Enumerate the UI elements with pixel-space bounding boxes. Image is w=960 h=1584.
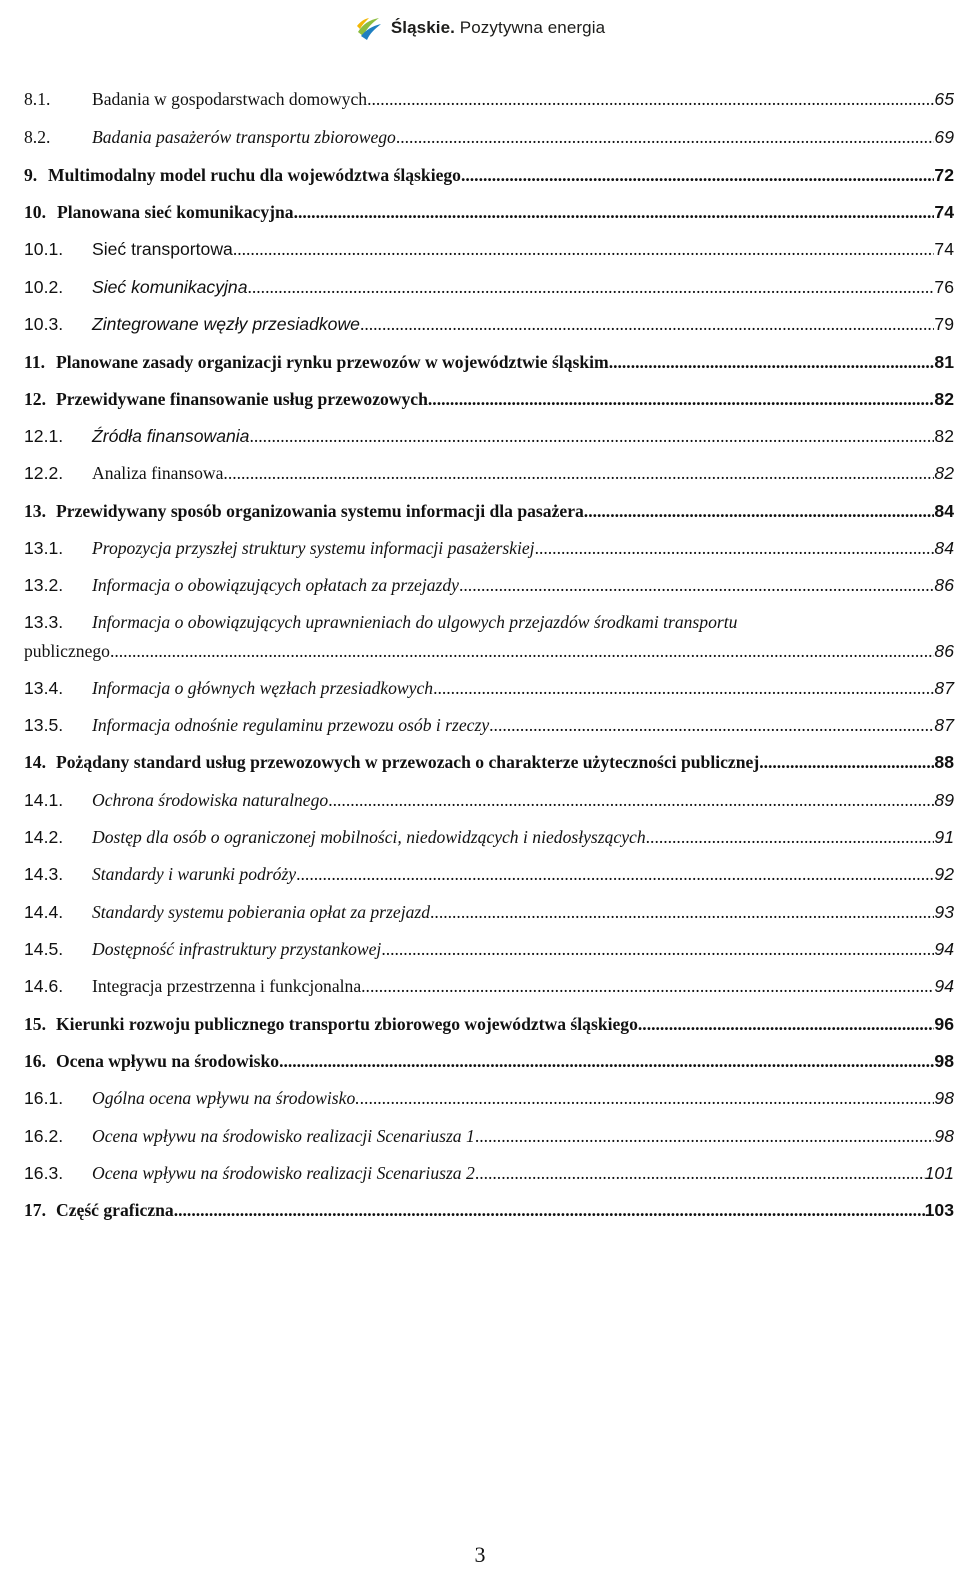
toc-number: 10.2.	[24, 277, 64, 297]
toc-title: Informacja o obowiązujących opłatach za przejazdy	[92, 575, 459, 595]
toc-entry[interactable]	[24, 1072, 954, 1109]
toc-leader	[360, 313, 934, 335]
toc-leader	[475, 1125, 935, 1147]
logo-text	[391, 18, 605, 38]
toc-page: 87	[934, 678, 954, 698]
toc-leader	[381, 938, 934, 960]
toc-page: 98	[934, 1126, 954, 1146]
toc-title: Dostęp dla osób o ograniczonej mobilności, niedowidzących i niedosłyszących	[92, 827, 646, 847]
toc-leader	[360, 1087, 935, 1109]
toc-number: 14.5.	[24, 939, 64, 959]
slaskie-logo-icon	[355, 14, 383, 42]
toc-page: 81	[934, 352, 954, 372]
toc-leader	[584, 500, 935, 522]
toc-leader	[174, 1199, 925, 1221]
toc-leader	[296, 863, 934, 885]
toc-title: Źródła finansowania	[92, 426, 250, 446]
toc-title: Integracja przestrzenna i funkcjonalna	[92, 976, 362, 996]
toc-page: 89	[934, 790, 954, 810]
toc-page: 88	[934, 752, 954, 772]
toc-page: 82	[934, 426, 954, 446]
toc-title: Analiza finansowa	[92, 463, 224, 483]
toc-leader	[223, 462, 934, 484]
toc-leader	[361, 975, 934, 997]
toc-entry[interactable]	[24, 74, 954, 110]
toc-page: 82	[934, 389, 954, 409]
toc-title: Ocena wpływu na środowisko realizacji Scenariusza 2	[92, 1163, 475, 1183]
toc-number: 14.1.	[24, 790, 64, 810]
toc-entry[interactable]	[24, 373, 954, 410]
toc-title: Badania pasażerów transportu zbiorowego	[92, 127, 396, 147]
toc-leader	[249, 425, 934, 447]
toc-number: 13.2.	[24, 575, 64, 595]
toc-page: 65	[934, 89, 954, 109]
toc-entry[interactable]	[24, 662, 954, 699]
toc-entry[interactable]	[24, 736, 954, 773]
toc-page: 101	[924, 1163, 954, 1183]
toc-number: 14.6.	[24, 976, 64, 996]
toc-entry[interactable]	[24, 148, 954, 186]
toc-title: Standardy systemu pobierania opłat za przejazd	[92, 902, 431, 922]
toc-page: 86	[934, 575, 954, 595]
toc-title: Ocena wpływu na środowisko realizacji Scenariusza 1	[92, 1126, 475, 1146]
toc-page: 94	[934, 976, 954, 996]
toc-title: Standardy i warunki podróży	[92, 864, 297, 884]
toc-title: Informacja odnośnie regulaminu przewozu osób i rzeczy	[92, 715, 490, 735]
toc-page: 74	[934, 239, 954, 259]
toc-entry[interactable]	[24, 1147, 954, 1184]
toc-page: 87	[934, 715, 954, 735]
toc-number: 13.1.	[24, 538, 64, 558]
toc-entry[interactable]	[24, 1184, 954, 1221]
toc-entry[interactable]	[24, 773, 954, 811]
toc-title: Kierunki rozwoju publicznego transportu zbiorowego województwa śląskiego	[56, 1014, 638, 1034]
toc-page: 79	[934, 314, 954, 334]
toc-entry[interactable]	[24, 447, 954, 484]
toc-number: 11.	[24, 352, 46, 372]
logo-bold-text: Śląskie.	[390, 18, 455, 37]
toc-entry[interactable]	[24, 335, 954, 373]
page-number: 3	[474, 1542, 486, 1567]
toc-title: Informacja o głównych węzłach przesiadkowych	[92, 678, 434, 698]
toc-page: 98	[934, 1088, 954, 1108]
toc-number: 10.	[24, 202, 46, 222]
toc-page: 76	[934, 277, 954, 297]
toc-entry[interactable]	[24, 223, 954, 260]
toc-entry[interactable]	[24, 1109, 954, 1147]
toc-page: 86	[934, 641, 954, 661]
toc-page: 94	[934, 939, 954, 959]
toc-title: Pożądany standard usług przewozowych w przewozach o charakterze użyteczności publicznej	[56, 752, 760, 772]
toc-leader	[759, 751, 934, 773]
toc-page: 91	[934, 827, 954, 847]
toc-leader	[428, 388, 935, 410]
toc-leader	[294, 201, 935, 223]
toc-entry[interactable]	[24, 997, 954, 1035]
toc-entry[interactable]	[24, 811, 954, 848]
toc-entry[interactable]	[24, 885, 954, 923]
toc-number: 13.3.	[24, 612, 64, 632]
slaskie-logo	[355, 14, 605, 42]
toc-leader	[247, 276, 934, 298]
toc-entry[interactable]	[24, 848, 954, 885]
toc-number: 8.2.	[24, 127, 51, 147]
toc-entry[interactable]	[24, 522, 954, 559]
toc-title: Informacja o obowiązujących uprawnieniach do ulgowych przejazdów środkami transportu	[92, 612, 738, 632]
toc-number: 8.1.	[24, 89, 51, 109]
toc-number: 10.1.	[24, 239, 64, 259]
toc-title: Propozycja przyszłej struktury systemu informacji pasażerskiej	[92, 538, 535, 558]
toc-number: 10.3.	[24, 314, 64, 334]
toc-entry[interactable]	[24, 298, 954, 335]
toc-leader	[430, 901, 934, 923]
toc-title: Dostępność infrastruktury przystankowej	[92, 939, 382, 959]
toc-title: Sieć komunikacyjna	[92, 277, 248, 297]
toc-page: 72	[934, 165, 954, 185]
toc-leader	[609, 351, 935, 373]
toc-entry[interactable]	[24, 410, 954, 447]
toc-leader	[396, 126, 935, 148]
toc-title: Multimodalny model ruchu dla województwa śląskiego	[48, 165, 461, 185]
toc-number: 9.	[24, 165, 38, 185]
toc-page: 74	[934, 202, 954, 222]
toc-title: Badania w gospodarstwach domowych	[92, 89, 368, 109]
toc-number: 14.3.	[24, 864, 64, 884]
toc-title: Ogólna ocena wpływu na środowisko.	[92, 1088, 360, 1108]
toc-title: Sieć transportowa	[92, 239, 233, 259]
page-header	[0, 10, 960, 46]
toc-entry[interactable]	[24, 923, 954, 960]
toc-leader	[328, 789, 934, 811]
toc-entry[interactable]	[24, 186, 954, 223]
toc-number: 12.2.	[24, 463, 64, 483]
toc-leader	[638, 1013, 935, 1035]
toc-number: 16.2.	[24, 1126, 64, 1146]
toc-title: Planowana sieć komunikacyjna	[57, 202, 294, 222]
toc-title: Część graficzna	[56, 1200, 174, 1220]
toc-leader	[279, 1050, 934, 1072]
toc-page: 103	[924, 1200, 954, 1220]
toc-entry[interactable]	[24, 1035, 954, 1072]
toc-page: 92	[934, 864, 954, 884]
toc-number: 16.1.	[24, 1088, 64, 1108]
toc-number: 14.2.	[24, 827, 64, 847]
toc-page: 96	[934, 1014, 954, 1034]
toc-entry[interactable]	[24, 699, 954, 736]
toc-number: 14.	[24, 752, 46, 772]
toc-number: 13.4.	[24, 678, 64, 698]
toc-leader	[459, 574, 934, 596]
toc-title: Zintegrowane węzły przesiadkowe	[92, 314, 360, 334]
toc-title: Ocena wpływu na środowisko	[56, 1051, 280, 1071]
toc-page: 93	[934, 902, 954, 922]
toc-leader	[475, 1162, 925, 1184]
toc-entry[interactable]	[24, 960, 954, 997]
toc-number: 16.	[24, 1051, 46, 1071]
toc-title-continued: publicznego	[24, 641, 110, 661]
toc-number: 13.5.	[24, 715, 64, 735]
toc-page: 82	[934, 463, 954, 483]
toc-leader	[646, 826, 935, 848]
toc-number: 12.1.	[24, 426, 64, 446]
toc-number: 12.	[24, 389, 46, 409]
toc-leader	[489, 714, 934, 736]
toc-entry[interactable]	[24, 260, 954, 298]
toc-number: 13.	[24, 501, 46, 521]
toc-leader	[433, 677, 934, 699]
toc-page: 84	[934, 538, 954, 558]
toc-leader	[233, 238, 935, 260]
toc-entry[interactable]	[24, 559, 954, 596]
toc-number: 15.	[24, 1014, 46, 1034]
toc-leader	[535, 537, 935, 559]
logo-rest-text: Pozytywna energia	[454, 18, 606, 37]
toc-number: 17.	[24, 1200, 46, 1220]
toc-title: Przewidywany sposób organizowania systemu informacji dla pasażera	[56, 501, 584, 521]
toc-leader	[110, 640, 934, 662]
toc-number: 16.3.	[24, 1163, 64, 1183]
toc-title: Ochrona środowiska naturalnego	[92, 790, 329, 810]
toc-entry[interactable]	[24, 110, 954, 148]
toc-page: 84	[934, 501, 954, 521]
table-of-contents	[24, 74, 954, 1221]
toc-page: 98	[934, 1051, 954, 1071]
toc-leader	[461, 164, 934, 186]
toc-leader	[367, 88, 934, 110]
toc-title: Planowane zasady organizacji rynku przewozów w województwie śląskim	[56, 352, 609, 372]
toc-page: 69	[934, 127, 954, 147]
toc-number: 14.4.	[24, 902, 64, 922]
toc-entry[interactable]	[24, 484, 954, 522]
toc-title: Przewidywane finansowanie usług przewozowych	[56, 389, 428, 409]
toc-entry-multiline[interactable]	[24, 596, 954, 662]
